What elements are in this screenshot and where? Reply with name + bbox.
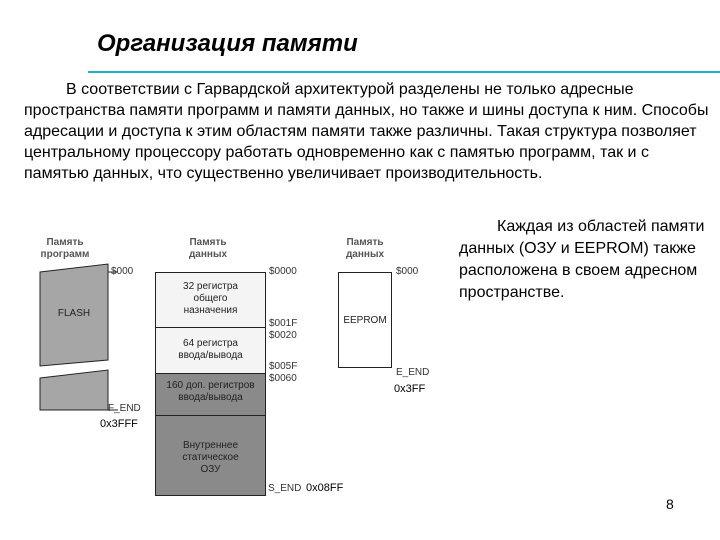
flash-block-label: FLASH: [57, 308, 91, 319]
data-memory-header-line1: Память: [189, 237, 227, 248]
eeprom-end-label: E_END: [396, 367, 430, 378]
eeprom-end-value: 0x3FF: [394, 383, 426, 395]
data-end-value: 0x08FF: [306, 482, 344, 494]
eeprom-memory-header-line2: данных: [345, 249, 385, 260]
region-line: ввода/вывода: [178, 392, 243, 403]
data-memory-header-line2: данных: [188, 249, 228, 260]
data-address-005F: $005F: [269, 361, 298, 372]
flash-block-shape: [28, 232, 148, 432]
data-memory-header: [173, 237, 243, 261]
side-paragraph: [459, 216, 709, 304]
region-general-registers: [156, 273, 265, 328]
data-address-0000: $0000: [269, 266, 297, 277]
region-line: статическое: [182, 452, 239, 463]
main-paragraph: [24, 79, 714, 184]
memory-map-diagram: [28, 232, 468, 497]
program-start-address: $000: [111, 266, 134, 277]
region-line: ОЗУ: [200, 464, 221, 475]
region-line: общего: [193, 293, 228, 304]
data-address-0060: $0060: [269, 373, 297, 384]
region-line: 32 регистра: [183, 281, 238, 292]
slide-title: Организация памяти: [97, 30, 358, 57]
program-end-value: 0x3FFF: [100, 418, 138, 430]
data-address-0020: $0020: [269, 330, 297, 341]
title-underline: [88, 71, 720, 73]
region-extended-io-registers: [156, 374, 265, 416]
program-memory-header-line1: Память: [46, 237, 84, 248]
page-number: 8: [666, 496, 674, 512]
eeprom-block-label: EEPROM: [343, 315, 387, 326]
region-line: Внутреннее: [182, 440, 239, 451]
region-line: 64 регистра: [183, 338, 238, 349]
eeprom-start-address: $000: [396, 266, 419, 277]
region-line: ввода/вывода: [178, 350, 243, 361]
program-end-label: F_END: [108, 403, 141, 414]
main-paragraph-text: В соответствии с Гарвардской архитектурой разделены не только адресные пространства памяти программ и памяти данных, но также и шины доступа к ним. Способы адресации и доступа к этим областям памяти также различны. Такая структура позволяет центральному процессору работать одновременно как с памятью программ, так и с памятью данных, что существенно увеличивает производительность.: [24, 81, 709, 182]
program-memory-header-line2: программ: [40, 249, 90, 260]
region-io-registers: [156, 328, 265, 374]
region-line: 160 доп. регистров: [166, 380, 255, 391]
eeprom-block: [338, 272, 392, 368]
data-memory-stack: [155, 272, 266, 496]
eeprom-memory-header-line1: Память: [346, 237, 384, 248]
data-address-001F: $001F: [269, 318, 298, 329]
data-end-label: S_END: [268, 483, 302, 494]
region-line: назначения: [183, 305, 238, 316]
region-internal-sram: [156, 416, 265, 495]
side-paragraph-text: Каждая из областей памяти данных (ОЗУ и EEPROM) также расположена в своем адресном пространстве.: [459, 218, 705, 301]
eeprom-memory-header: [338, 237, 392, 261]
